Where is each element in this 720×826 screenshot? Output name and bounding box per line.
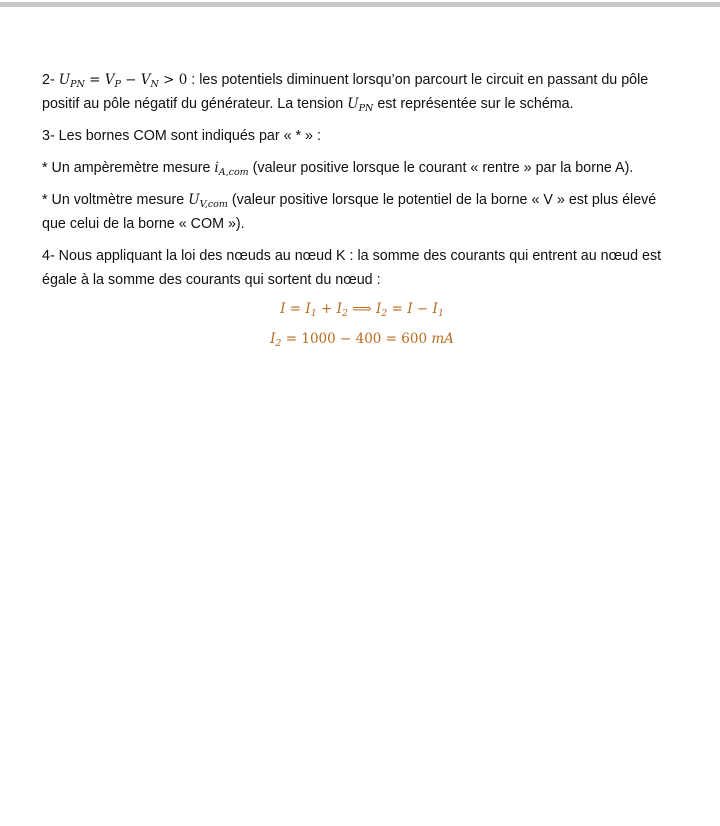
- tension-symbol: $U_{PN}$: [347, 96, 374, 114]
- paragraph-4: 4- Nous appliquant la loi des nœuds au nœud K : la somme des courants qui entrent au nœud est égale à la somme des courants qui sortent du nœud :: [42, 248, 662, 288]
- current-result-equation: $I_2 = 1000 - 400 = 600$ mA: [270, 331, 454, 349]
- node-law-equation: $I = I_1 + I_2$ ⟹ $I_2 = I - I_1$: [280, 301, 444, 319]
- voltmeter-text-end: (valeur positive lorsque le potentiel de la borne « V » est plus élevé que celui de la borne « COM »).: [42, 192, 657, 232]
- document-body: [42, 68, 682, 354]
- tension-equation: $U_{PN} = V_P - V_N > 0$: [58, 72, 188, 90]
- ammeter-text: * Un ampèremètre mesure: [42, 160, 215, 176]
- paragraph-2-number: 2-: [42, 72, 59, 88]
- voltmeter-text: * Un voltmètre mesure: [42, 192, 189, 208]
- paragraph-ammeter: [42, 156, 682, 180]
- voltmeter-symbol: $U_{V,com}$: [188, 192, 228, 210]
- top-divider: [0, 2, 720, 7]
- paragraph-2-text: : les potentiels diminuent lorsqu’on parcourt le circuit en passant du pôle positif au pôle négatif du générateur. La tension: [42, 72, 649, 112]
- paragraph-voltmeter: [42, 188, 682, 236]
- paragraph-2-text-end: est représentée sur le schéma.: [373, 96, 574, 112]
- paragraph-3: 3- Les bornes COM sont indiqués par « * » :: [42, 128, 321, 144]
- ammeter-symbol: $i_{A,com}$: [214, 160, 249, 178]
- ammeter-text-end: (valeur positive lorsque le courant « rentre » par la borne A).: [248, 160, 634, 176]
- paragraph-2: [42, 68, 682, 116]
